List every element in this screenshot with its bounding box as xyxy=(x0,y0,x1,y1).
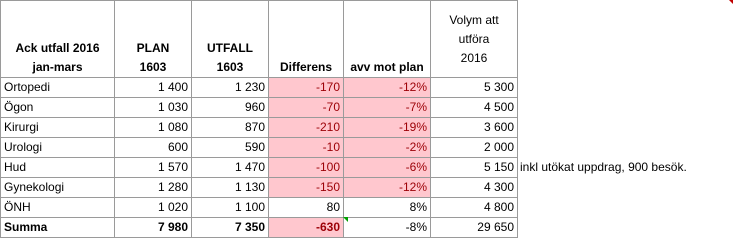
table-row xyxy=(1,98,730,118)
row-volym[interactable]: 5 150 xyxy=(431,158,518,178)
row-name[interactable]: Gynekologi xyxy=(1,178,115,198)
table-row xyxy=(1,158,730,178)
row-utfall[interactable]: 1 470 xyxy=(192,158,269,178)
row-avv[interactable]: -12% xyxy=(344,78,431,98)
row-plan[interactable]: 1 570 xyxy=(115,158,192,178)
header-plan[interactable] xyxy=(115,1,192,78)
row-volym[interactable]: 2 000 xyxy=(431,138,518,158)
header-utfall-line2: 1603 xyxy=(216,60,244,74)
row-avv[interactable]: -2% xyxy=(344,138,431,158)
row-avv[interactable]: -12% xyxy=(344,178,431,198)
row-plan[interactable]: 1 400 xyxy=(115,78,192,98)
empty-cell xyxy=(518,1,730,78)
header-avv[interactable]: avv mot plan xyxy=(344,1,431,78)
row-plan[interactable]: 1 020 xyxy=(115,198,192,218)
row-diff[interactable]: -10 xyxy=(269,138,344,158)
row-note xyxy=(518,138,730,158)
row-avv[interactable]: 8% xyxy=(344,198,431,218)
header-volym-line1: Volym att xyxy=(449,12,499,27)
row-utfall[interactable]: 1 130 xyxy=(192,178,269,198)
row-plan[interactable]: 600 xyxy=(115,138,192,158)
total-row xyxy=(1,218,730,238)
total-diff[interactable] xyxy=(269,218,344,238)
total-avv[interactable]: -8% xyxy=(344,218,431,238)
header-utfall[interactable] xyxy=(192,1,269,78)
row-plan[interactable]: 1 080 xyxy=(115,118,192,138)
row-note[interactable]: inkl utökat uppdrag, 900 besök. xyxy=(520,160,687,174)
row-name[interactable]: Urologi xyxy=(1,138,115,158)
row-avv[interactable]: -19% xyxy=(344,118,431,138)
row-note xyxy=(518,98,730,118)
header-volym-line3: 2016 xyxy=(460,50,488,65)
row-name[interactable]: Kirurgi xyxy=(1,118,115,138)
header-diff[interactable]: Differens xyxy=(269,1,344,78)
table-row xyxy=(1,138,730,158)
row-volym[interactable]: 4 500 xyxy=(431,98,518,118)
header-plan-line2: 1603 xyxy=(139,60,167,74)
table-row xyxy=(1,198,730,218)
row-diff[interactable]: -210 xyxy=(269,118,344,138)
row-diff[interactable]: -170 xyxy=(269,78,344,98)
header-volym-line2: utföra xyxy=(458,31,490,46)
row-volym[interactable]: 4 800 xyxy=(431,198,518,218)
header-category[interactable] xyxy=(1,1,115,78)
header-utfall-line1: UTFALL xyxy=(207,41,253,55)
row-volym[interactable]: 4 300 xyxy=(431,178,518,198)
header-category-line2: jan-mars xyxy=(32,60,83,74)
row-note xyxy=(518,178,730,198)
total-utfall[interactable]: 7 350 xyxy=(192,218,269,238)
total-label[interactable]: Summa xyxy=(1,218,115,238)
error-indicator-icon xyxy=(343,217,348,222)
header-plan-line1: PLAN xyxy=(136,41,170,55)
row-utfall[interactable]: 960 xyxy=(192,98,269,118)
header-volym[interactable] xyxy=(431,1,518,78)
total-volym[interactable]: 29 650 xyxy=(431,218,518,238)
header-row xyxy=(1,1,730,78)
row-volym[interactable]: 3 600 xyxy=(431,118,518,138)
row-name[interactable]: Ögon xyxy=(1,98,115,118)
comment-indicator-icon xyxy=(729,0,733,5)
row-note xyxy=(518,198,730,218)
row-name[interactable]: Hud xyxy=(1,158,115,178)
table-row xyxy=(1,78,730,98)
row-diff[interactable]: 80 xyxy=(269,198,344,218)
row-avv[interactable]: -6% xyxy=(344,158,431,178)
row-note xyxy=(518,118,730,138)
row-note xyxy=(518,78,730,98)
row-plan[interactable]: 1 280 xyxy=(115,178,192,198)
row-utfall[interactable]: 1 230 xyxy=(192,78,269,98)
table-row xyxy=(1,118,730,138)
row-diff[interactable]: -100 xyxy=(269,158,344,178)
row-name[interactable]: ÖNH xyxy=(1,198,115,218)
row-plan[interactable]: 1 030 xyxy=(115,98,192,118)
header-category-line1: Ack utfall 2016 xyxy=(15,41,100,55)
empty-cell xyxy=(518,218,730,238)
row-diff[interactable]: -70 xyxy=(269,98,344,118)
row-utfall[interactable]: 590 xyxy=(192,138,269,158)
row-diff[interactable]: -150 xyxy=(269,178,344,198)
row-volym[interactable]: 5 300 xyxy=(431,78,518,98)
row-avv[interactable]: -7% xyxy=(344,98,431,118)
total-diff-value: -630 xyxy=(315,220,340,234)
row-utfall[interactable]: 870 xyxy=(192,118,269,138)
table-row xyxy=(1,178,730,198)
row-utfall[interactable]: 1 100 xyxy=(192,198,269,218)
total-plan[interactable]: 7 980 xyxy=(115,218,192,238)
row-name[interactable]: Ortopedi xyxy=(1,78,115,98)
